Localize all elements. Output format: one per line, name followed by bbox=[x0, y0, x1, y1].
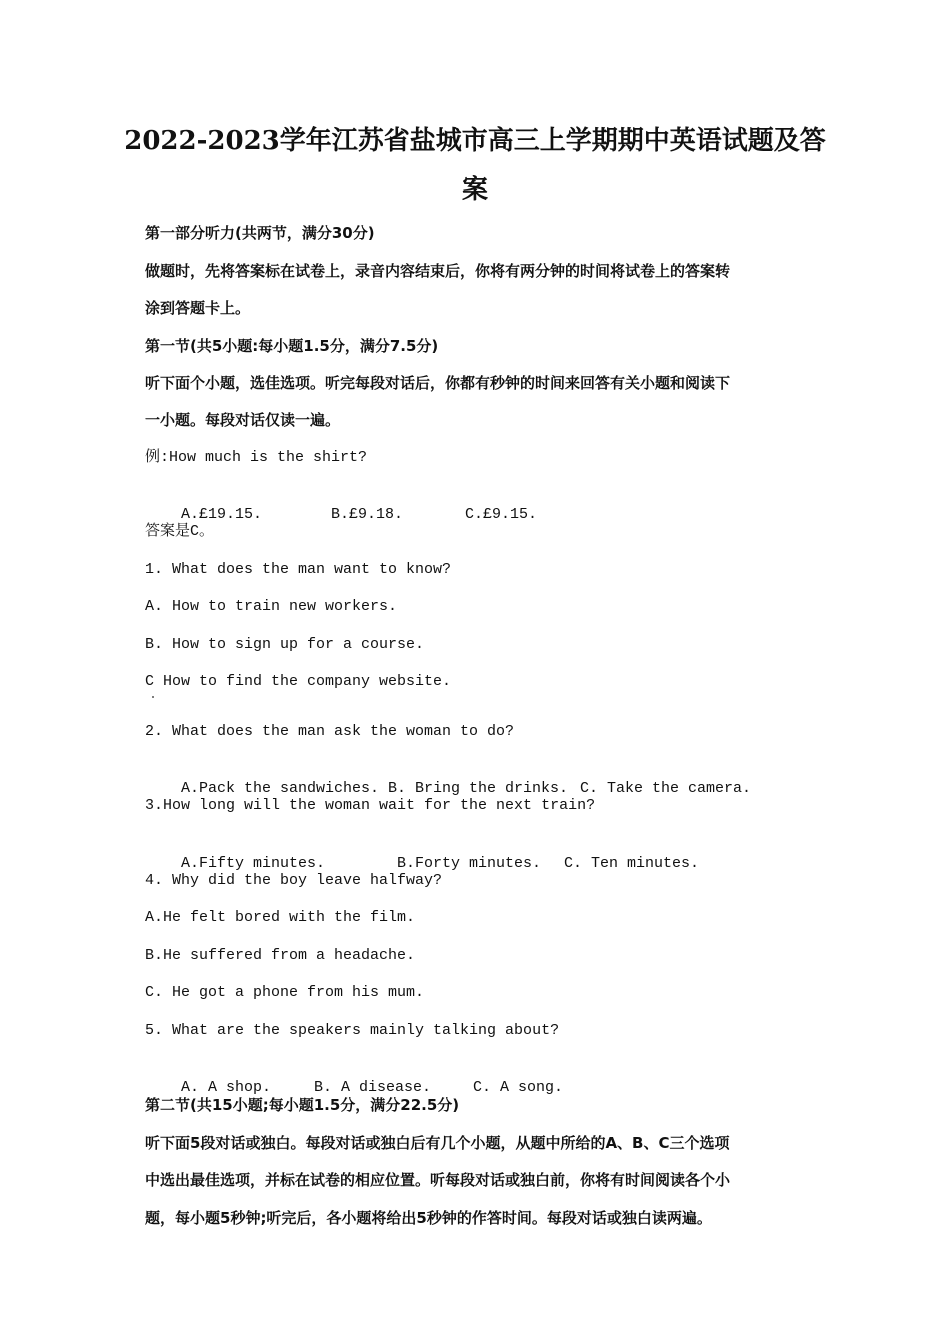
example-question: 例:How much is the shirt? bbox=[145, 449, 368, 466]
instructions-line2: 涂到答题卡上。 bbox=[145, 299, 251, 317]
section1-instructions-line1: 听下面个小题，选佳选项。听完每段对话后，你都有秒钟的时间来回答有关小题和阅读下 bbox=[145, 374, 731, 392]
question-5-option-b: B. A disease. bbox=[314, 1079, 432, 1096]
example-option-a: A.£19.15. bbox=[181, 506, 263, 523]
question-1-option-c: C How to find the company website. bbox=[145, 673, 452, 690]
question-3-option-b: B.Forty minutes. bbox=[397, 855, 542, 872]
question-2-option-b: B. Bring the drinks. bbox=[388, 780, 569, 797]
question-2-stem: 2. What does the man ask the woman to do? bbox=[145, 723, 515, 740]
section2-instructions-line1: 听下面5段对话或独白。每段对话或独白后有几个小题，从题中所给的A、B、C三个选项 bbox=[145, 1134, 730, 1152]
question-4-option-c: C. He got a phone from his mum. bbox=[145, 984, 425, 1001]
question-4-stem: 4. Why did the boy leave halfway? bbox=[145, 872, 443, 889]
question-2-option-c: C. Take the camera. bbox=[580, 780, 752, 797]
question-1-option-a: A. How to train new workers. bbox=[145, 598, 398, 615]
part1-heading: 第一部分听力(共两节，满分30分) bbox=[145, 224, 375, 242]
stray-mark bbox=[152, 696, 154, 698]
question-3-option-a: A.Fifty minutes. bbox=[181, 855, 326, 872]
question-5-stem: 5. What are the speakers mainly talking about? bbox=[145, 1022, 560, 1039]
question-1-stem: 1. What does the man want to know? bbox=[145, 561, 452, 578]
document-title-line2: 案 bbox=[461, 175, 488, 205]
question-3-stem: 3.How long will the woman wait for the next train? bbox=[145, 797, 596, 814]
question-1-option-b: B. How to sign up for a course. bbox=[145, 636, 425, 653]
instructions-line1: 做题时，先将答案标在试卷上，录音内容结束后，你将有两分钟的时间将试卷上的答案转 bbox=[145, 262, 731, 280]
document-title-line1: 2022-2023学年江苏省盐城市高三上学期期中英语试题及答 bbox=[124, 126, 826, 156]
section1-instructions-line2: 一小题。每段对话仅读一遍。 bbox=[145, 411, 341, 429]
question-5-option-a: A. A shop. bbox=[181, 1079, 272, 1096]
example-option-c: C.£9.15. bbox=[465, 506, 538, 523]
question-3-option-c: C. Ten minutes. bbox=[564, 855, 700, 872]
question-4-option-b: B.He suffered from a headache. bbox=[145, 947, 416, 964]
question-5-option-c: C. A song. bbox=[473, 1079, 564, 1096]
section2-instructions-line2: 中选出最佳选项，并标在试卷的相应位置。听每段对话或独白前，你将有时间阅读各个小 bbox=[145, 1171, 731, 1189]
section1-heading: 第一节(共5小题:每小题1.5分，满分7.5分) bbox=[145, 337, 439, 355]
example-option-b: B.£9.18. bbox=[331, 506, 404, 523]
section2-instructions-line3: 题，每小题5秒钟;听完后，各小题将给出5秒钟的作答时间。每段对话或独白读两遍。 bbox=[145, 1209, 712, 1227]
section2-heading: 第二节(共15小题;每小题1.5分，满分22.5分) bbox=[145, 1096, 460, 1114]
example-answer: 答案是C。 bbox=[145, 523, 215, 540]
question-2-option-a: A.Pack the sandwiches. bbox=[181, 780, 380, 797]
question-4-option-a: A.He felt bored with the film. bbox=[145, 909, 416, 926]
